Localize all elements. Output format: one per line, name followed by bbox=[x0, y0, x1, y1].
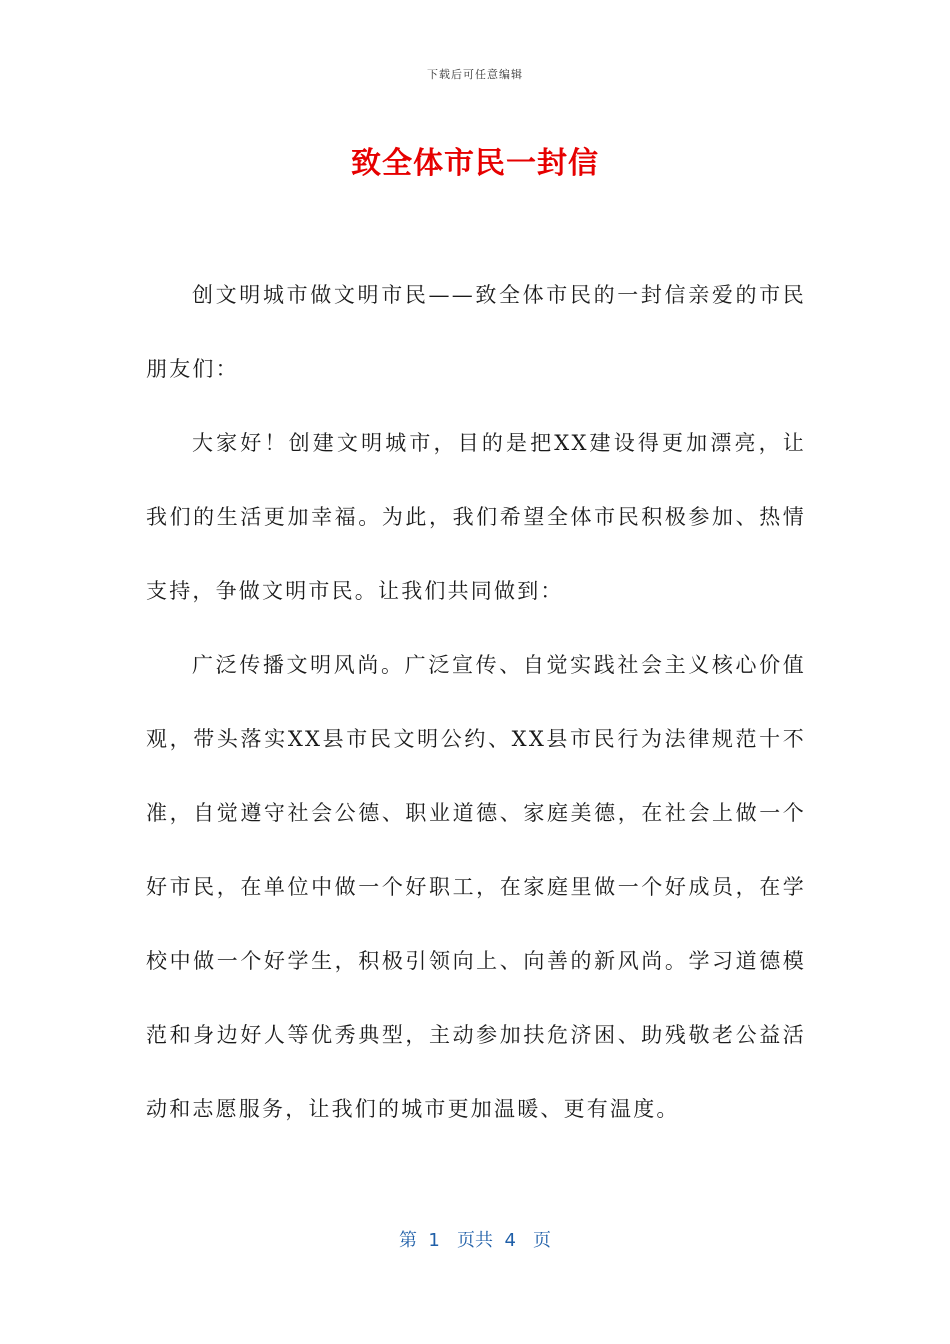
header-note: 下载后可任意编辑 bbox=[427, 68, 523, 81]
document-title: 致全体市民一封信 bbox=[351, 146, 599, 181]
page-number-footer: 第 1 页共 4 页 bbox=[398, 1230, 552, 1251]
paragraph-intro: 大家好！创建文明城市，目的是把XX建设得更加漂亮，让我们的生活更加幸福。为此，我们希望全体市民积极参加、热情支持，争做文明市民。让我们共同做到： bbox=[146, 431, 806, 603]
document-body bbox=[146, 258, 806, 1146]
paragraph-civility: 广泛传播文明风尚。广泛宣传、自觉实践社会主义核心价值观，带头落实XX县市民文明公约、XX县市民行为法律规范十不准，自觉遵守社会公德、职业道德、家庭美德，在社会上做一个好市民，在单位中做一个好职工，在家庭里做一个好成员，在学校中做一个好学生，积极引领向上、向善的新风尚。学习道德模范和身边好人等优秀典型，主动参加扶危济困、助残敬老公益活动和志愿服务，让我们的城市更加温暖、更有温度。 bbox=[146, 653, 806, 1121]
paragraph-greeting: 创文明城市做文明市民——致全体市民的一封信亲爱的市民朋友们： bbox=[146, 283, 806, 381]
